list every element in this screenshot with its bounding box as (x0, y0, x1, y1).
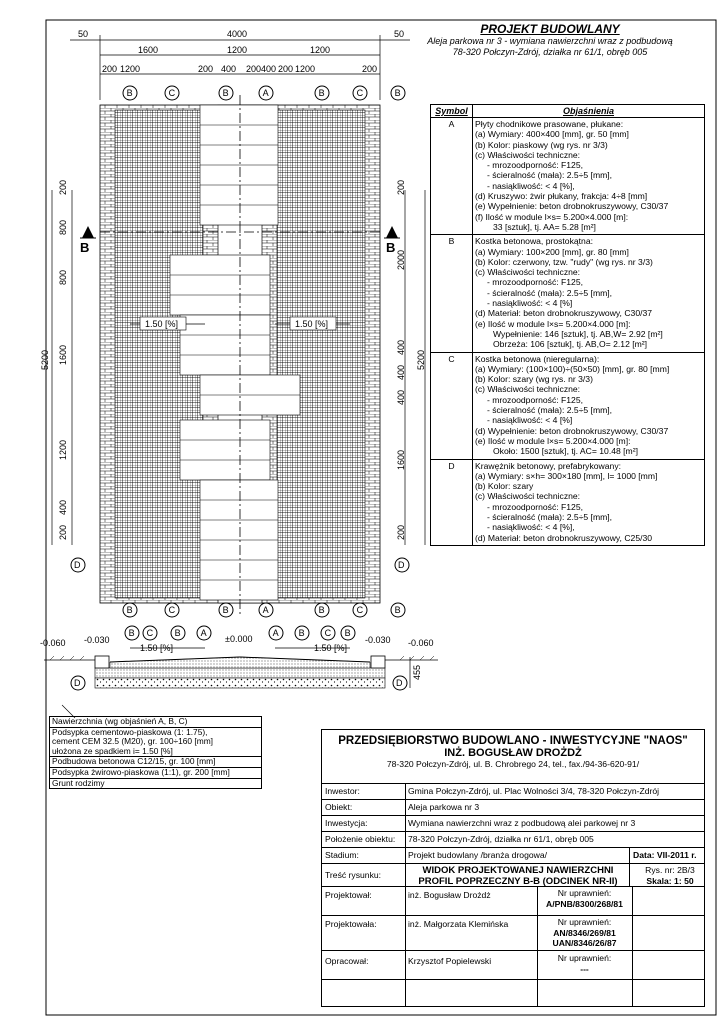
dim-right-label: 400 (396, 389, 406, 405)
plan-label-d-right: D (398, 560, 405, 570)
plan-label-bottom: B (394, 605, 401, 616)
dim-right-label: 400 (396, 364, 406, 380)
plan-label-top: B (394, 88, 401, 99)
dim-left-label: 1200 (58, 439, 68, 460)
paving-cobble-c-right (277, 110, 365, 598)
dim-left-label: 800 (58, 219, 68, 235)
drawing-date: Data: VII-2011 r. (633, 850, 697, 860)
legend-table (430, 104, 705, 546)
dim-top-row3-label: 200 (246, 64, 262, 74)
paving-plan (100, 95, 380, 615)
dim-left-total: 5200 (40, 349, 50, 370)
row-stadium: Stadium: Projekt budowlany /branża drogowa/ Data: VII-2011 r. (322, 847, 704, 864)
plan-label-bottom: A (262, 605, 269, 616)
plan-labels-bottom (123, 603, 405, 617)
drawing-number: Rys. nr: 2B/3 (645, 865, 695, 875)
dim-left-label: 1600 (58, 344, 68, 365)
section-mark-left: B (80, 240, 90, 255)
row-projektowal: Projektował: inż. Bogusław Drożdż Nr uprawnień: A/PNB/8300/268/81 (322, 886, 704, 916)
dim-top-row3-label: 200 (362, 64, 378, 74)
section-label-right: C (324, 628, 332, 639)
plan-label-d-left: D (74, 560, 81, 570)
plan-label-top: B (222, 88, 229, 99)
layer-row: Nawierzchnia (wg objaśnień A, B, C) (50, 717, 262, 728)
dim-top-row3-label: 200 (278, 64, 294, 74)
legend-row (431, 459, 705, 545)
row-tresc: Treść rysunku: WIDOK PROJEKTOWANEJ NAWIERZCHNI PROFIL POPRZECZNY B-B (ODCINEK NR-II) Rys. nr: 2B/3 Skala: 1: 50 (322, 863, 704, 887)
dim-left-labels (58, 180, 68, 540)
dim-right-label: 400 (396, 339, 406, 355)
project-header (400, 22, 700, 58)
legend-description: Kostka betonowa, prostokątna: (a) Wymiary: 100×200 [mm], gr. 80 [mm] (b) Kolor: czerwony, tzw. "rudy" (wg rys. nr 3/3) (c) Właściwości techniczne: - mrozoodporność: F125, - ścieralność (mała): 2.5÷5 [mm], - nasiąkliwość: < 4 [%] (d) Materiał: beton drobnokruszywowy, C30/37 (e) Ilość w module l×s= 5.200×4.000 [m]: Wypełnienie: 146 [sztuk], tj. AB,W= 2.92 [m²] Obrzeża: 106 [sztuk], tj. AB,O= 2.12 [m²] (473, 235, 705, 352)
layer-row: Podsypka cementowo-piaskowa (1: 1.75), cement CEM 32.5 (M20), gr. 100÷160 [mm] ułożona ze spadkiem i= 1.50 [%] (50, 727, 262, 757)
dim-right-labels (396, 180, 406, 540)
plan-label-top: B (126, 88, 133, 99)
plan-label-bottom: B (222, 605, 229, 616)
elev-right-outer: -0.060 (408, 638, 434, 648)
dim-top-row2-label: 1600 (138, 45, 159, 55)
cross-section (44, 648, 438, 688)
plan-slope-left: 1.50 [%] (145, 319, 179, 329)
section-slope-left: 1.50 [%] (140, 643, 174, 653)
elev-left-outer: -0.060 (40, 638, 66, 648)
legend-row (431, 118, 705, 235)
slab-a (180, 420, 270, 480)
dim-right-label: 200 (396, 524, 406, 540)
plan-label-top: A (262, 88, 269, 99)
dim-top-row3-label: 1200 (295, 64, 316, 74)
project-subtitle-2: 78-320 Połczyn-Zdrój, działka nr 61/1, obręb 005 (452, 47, 648, 57)
plan-labels-top (123, 86, 405, 100)
elev-right-inner: -0.030 (365, 635, 391, 645)
section-label-right: B (298, 628, 305, 639)
plan-label-bottom: B (318, 605, 325, 616)
section-mark-right: B (386, 240, 396, 255)
section-label-d-left: D (74, 678, 81, 688)
dim-top-50-right: 50 (394, 29, 405, 39)
plan-label-bottom: C (168, 605, 176, 616)
row-signature (322, 979, 704, 1007)
legend-col-symbol: Symbol (431, 105, 473, 118)
plan-label-top: C (168, 88, 176, 99)
dim-top-row3-label: 400 (261, 64, 277, 74)
legend-row (431, 352, 705, 459)
row-inwestycja: Inwestycja: Wymiana nawierzchni wraz z podbudową alei parkowej nr 3 (322, 815, 704, 832)
section-label-left: B (128, 628, 135, 639)
elev-center: ±0.000 (225, 634, 253, 644)
company-header (322, 730, 704, 783)
plan-label-top: B (318, 88, 325, 99)
dim-top-row2-label: 1200 (227, 45, 248, 55)
title-block (321, 729, 705, 1007)
legend-symbol: C (431, 352, 473, 459)
drawing-title: WIDOK PROJEKTOWANEJ NAWIERZCHNI PROFIL POPRZECZNY B-B (ODCINEK NR-II) (418, 865, 618, 887)
row-projektowala: Projektowała: inż. Małgorzata Klemińska Nr uprawnień: AN/8346/269/81 UAN/8346/26/87 (322, 915, 704, 951)
section-label-d-right: D (396, 678, 403, 688)
dim-left-label: 800 (58, 269, 68, 285)
left-dimensions (52, 190, 72, 545)
layers-table (49, 716, 262, 789)
section-slope-right: 1.50 [%] (314, 643, 348, 653)
row-opracowal: Opracował: Krzysztof Popielewski Nr uprawnień: --- (322, 950, 704, 980)
plan-slope-right: 1.50 [%] (295, 319, 329, 329)
row-polozenie: Położenie obiektu: 78-320 Połczyn-Zdrój, działka nr 61/1, obręb 005 (322, 831, 704, 848)
dim-right-label: 200 (396, 179, 406, 195)
section-label-right: A (272, 628, 279, 639)
legend-description: Płyty chodnikowe prasowane, płukane: (a) Wymiary: 400×400 [mm], gr. 50 [mm] (b) Kolor: piaskowy (wg rys. nr 3/3) (c) Właściwości techniczne: - mrozoodporność: F125, - ścieralność (mała): 2.5÷5 [mm], - nasiąkliwość: < 4 [%], (d) Kruszywo: żwir płukany, frakcja: 4÷8 [mm] (e) Wypełnienie: beton drobnokruszywowy, C30/37 (f) Ilość w module l×s= 5.200×4.000 [m]: 33 [sztuk], tj. AA= 5.28 [m²] (473, 118, 705, 235)
section-marker-right (384, 226, 400, 238)
legend-row (431, 235, 705, 352)
project-title: PROJEKT BUDOWLANY (480, 22, 620, 36)
dim-left-label: 200 (58, 179, 68, 195)
section-marker-left (80, 226, 96, 238)
drawing-scale: Skala: 1: 50 (646, 876, 694, 886)
dim-right-label: 1600 (396, 449, 406, 470)
section-depth: 455 (412, 664, 422, 680)
plan-label-bottom: C (356, 605, 364, 616)
dim-left-label: 200 (58, 524, 68, 540)
dim-top-row3-label: 200 (102, 64, 118, 74)
slab-a (170, 255, 270, 315)
legend-description: Krawężnik betonowy, prefabrykowany: (a) Wymiary: s×h= 300×180 [mm], l= 1000 [mm] (b) Kolor: szary (c) Właściwości techniczne: - mrozoodporność: F125, - ścieralność (mała): 2.5÷5 [mm], - nasiąkliwość: < 4 [%], (d) Materiał: beton drobnokruszywowy, C25/30 (473, 459, 705, 545)
dim-top-row2-label: 1200 (310, 45, 331, 55)
layer-row: Podbudowa betonowa C12/15, gr. 100 [mm] (50, 757, 262, 768)
dim-top-row3-label: 1200 (120, 64, 141, 74)
company-name: PRZEDSIĘBIORSTWO BUDOWLANO - INWESTYCYJNE "NAOS" (338, 735, 688, 747)
dim-top-4000: 4000 (227, 29, 248, 39)
dim-top-50-left: 50 (78, 29, 89, 39)
layer-row: Podsypka żwirowo-piaskowa (1:1), gr. 200 [mm] (50, 767, 262, 778)
section-label-left: C (146, 628, 154, 639)
company-address: 78-320 Połczyn-Zdrój, ul. B. Chrobrego 24, tel., fax./94-36-620-91/ (386, 759, 640, 769)
row-inwestor: Inwestor: Gmina Połczyn-Zdrój, ul. Plac Wolności 3/4, 78-320 Połczyn-Zdrój (322, 783, 704, 800)
dim-right-total: 5200 (416, 349, 426, 370)
legend-symbol: D (431, 459, 473, 545)
section-label-left: B (174, 628, 181, 639)
row-obiekt: Obiekt: Aleja parkowa nr 3 (322, 799, 704, 816)
company-owner: INŻ. BOGUSŁAW DROŻDŻ (444, 747, 582, 759)
legend-symbol: A (431, 118, 473, 235)
dim-top-row3-label: 200 (198, 64, 214, 74)
legend-symbol: B (431, 235, 473, 352)
legend-description: Kostka betonowa (nieregularna): (a) Wymiary: (100×100)÷(50×50) [mm], gr. 80 [mm] (b) Kolor: szary (wg rys. nr 3/3) (c) Właściwości techniczne: - mrozoodporność: F125, - ścieralność (mała): 2.5÷5 [mm], - nasiąkliwość: < 4 [%] (d) Wypełnienie: beton drobnokruszywowy, C30/37 (e) Ilość w module l×s= 5.200×4.000 [m]: Około: 1500 [sztuk], tj. AC= 10.48 [m²] (473, 352, 705, 459)
dim-left-label: 400 (58, 499, 68, 515)
layer-row: Grunt rodzimy (50, 778, 262, 789)
section-label-left: A (200, 628, 207, 639)
dim-right-label: 2000 (396, 249, 406, 270)
project-subtitle-1: Aleja parkowa nr 3 - wymiana nawierzchni wraz z podbudową (427, 36, 673, 46)
dim-row-2 (138, 45, 330, 55)
section-label-right: B (344, 628, 351, 639)
elev-left-inner: -0.030 (84, 635, 110, 645)
dim-top-row3-label: 400 (221, 64, 237, 74)
plan-label-bottom: B (126, 605, 133, 616)
legend-col-desc: Objaśnienia (473, 105, 705, 118)
plan-label-top: C (356, 88, 364, 99)
dim-row-3 (102, 64, 377, 74)
